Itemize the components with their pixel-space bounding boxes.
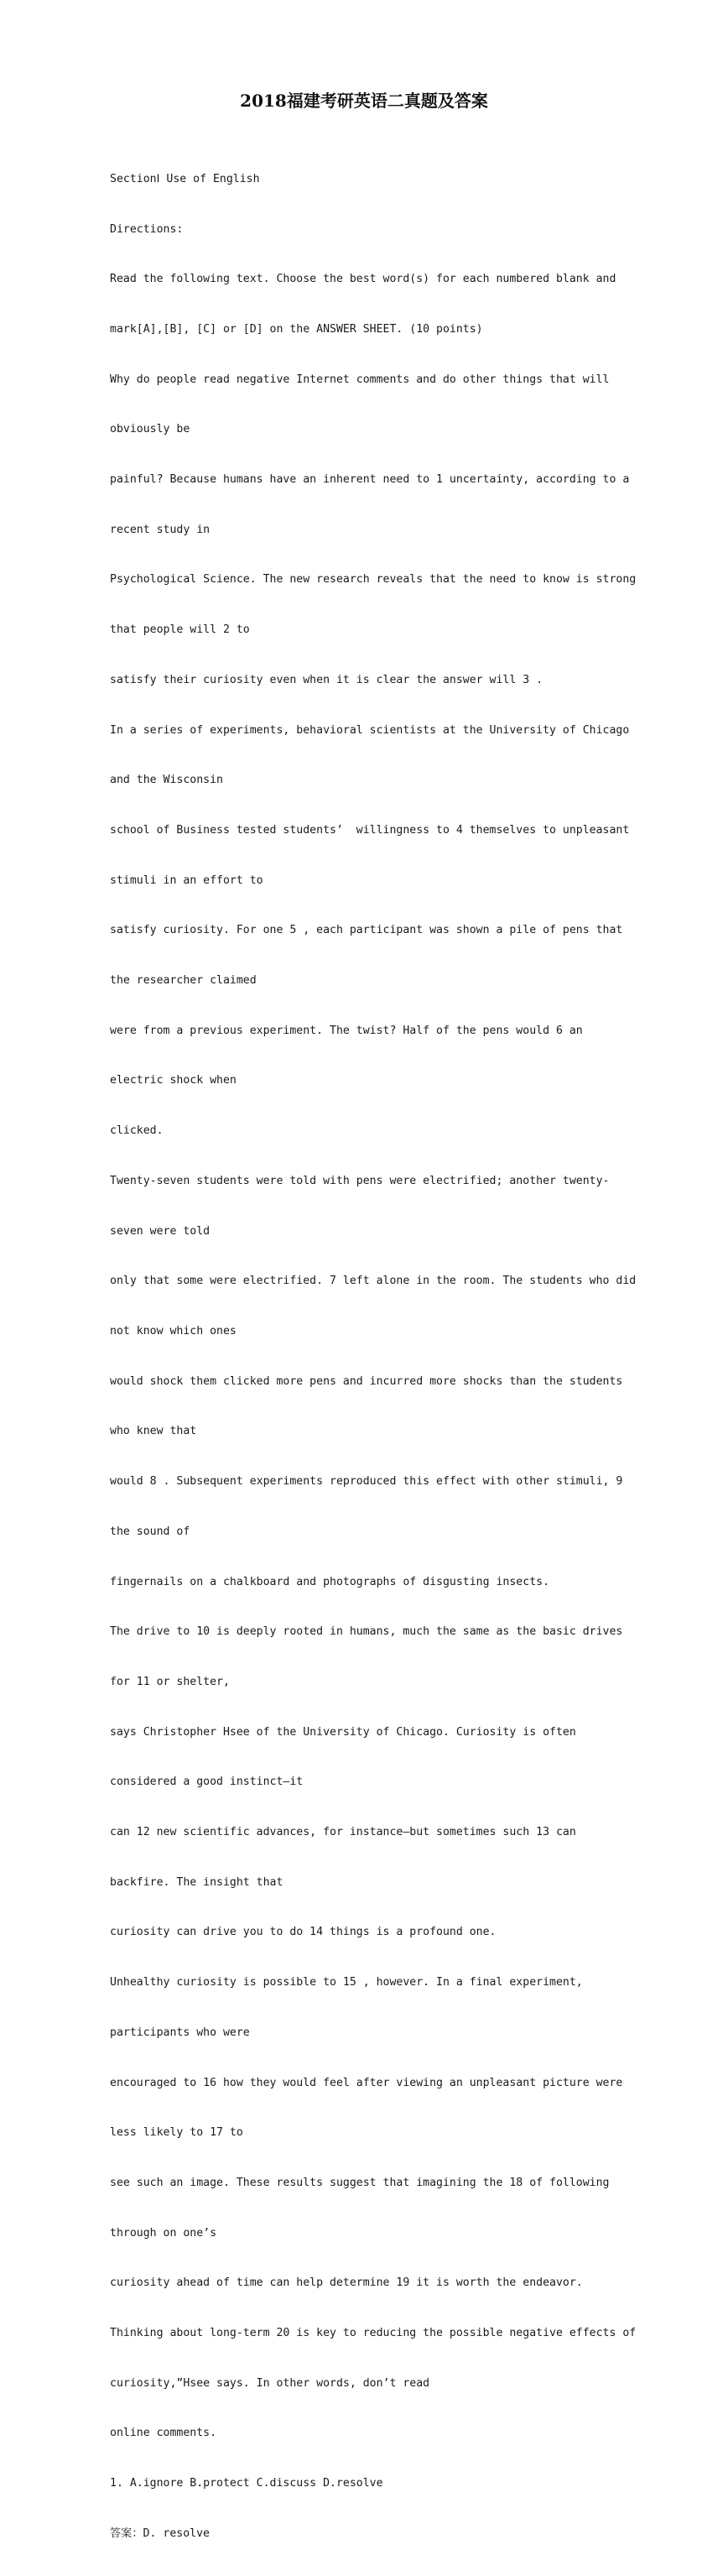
text-line: can 12 new scientific advances, for instance—but sometimes such 13 can: [110, 1826, 576, 1839]
text-line: considered a good instinct—it: [110, 1776, 304, 1789]
text-line: Twenty-seven students were told with pens were electrified; another twenty-: [110, 1174, 610, 1187]
question-1-answer: 答案：D. resolve: [110, 2526, 210, 2540]
text-line: curiosity ahead of time can help determine 19 it is worth the endeavor.: [110, 2276, 583, 2290]
text-line: obviously be: [110, 423, 190, 436]
text-line: see such an image. These results suggest that imagining the 18 of following: [110, 2176, 610, 2189]
text-line: online comments.: [110, 2427, 217, 2440]
text-line: stimuli in an effort to: [110, 873, 263, 887]
text-line: would shock them clicked more pens and incurred more shocks than the students: [110, 1374, 623, 1388]
text-line: SectionⅠ Use of English: [110, 172, 260, 185]
text-line: recent study in: [110, 523, 211, 536]
text-line: The drive to 10 is deeply rooted in humans, much the same as the basic drives: [110, 1625, 623, 1639]
text-line: Why do people read negative Internet comments and do other things that will: [110, 373, 610, 386]
text-line: seven were told: [110, 1224, 211, 1238]
document-body: [110, 138, 637, 2576]
text-line: not know which ones: [110, 1324, 237, 1338]
text-line: Read the following text. Choose the best word(s) for each numbered blank and: [110, 273, 616, 286]
text-line: participants who were: [110, 2026, 250, 2039]
text-line: clicked.: [110, 1124, 164, 1138]
text-line: were from a previous experiment. The twist? Half of the pens would 6 an: [110, 1024, 583, 1037]
text-line: backfire. The insight that: [110, 1875, 283, 1889]
text-line: painful? Because humans have an inherent need to 1 uncertainty, according to a: [110, 473, 630, 487]
text-line: only that some were electrified. 7 left alone in the room. The students who did: [110, 1275, 637, 1288]
text-line: that people will 2 to: [110, 623, 250, 637]
text-line: mark[A],[B], [C] or [D] on the ANSWER SHEET. (10 points): [110, 322, 483, 336]
text-line: the researcher claimed: [110, 974, 257, 988]
document-title: 2018福建考研英语二真题及答案: [240, 91, 488, 111]
text-line: through on one’s: [110, 2226, 217, 2240]
text-line: encouraged to 16 how they would feel after viewing an unpleasant picture were: [110, 2076, 623, 2089]
text-line: In a series of experiments, behavioral scientists at the University of Chicago: [110, 723, 630, 737]
text-line: would 8 . Subsequent experiments reproduced this effect with other stimuli, 9: [110, 1475, 623, 1489]
text-line: Thinking about long-term 20 is key to reducing the possible negative effects of: [110, 2327, 637, 2340]
text-line: less likely to 17 to: [110, 2126, 243, 2140]
text-line: and the Wisconsin: [110, 774, 223, 787]
text-line: Directions:: [110, 222, 184, 236]
text-line: electric shock when: [110, 1074, 237, 1087]
text-line: fingernails on a chalkboard and photographs of disgusting insects.: [110, 1575, 550, 1588]
text-line: school of Business tested students’ willingness to 4 themselves to unpleasant: [110, 823, 630, 837]
text-line: Unhealthy curiosity is possible to 15 , however. In a final experiment,: [110, 1976, 583, 1989]
question-1-options: 1. A.ignore B.protect C.discuss D.resolve: [110, 2477, 383, 2490]
text-line: the sound of: [110, 1525, 190, 1538]
text-line: curiosity,”Hsee says. In other words, don’t read: [110, 2376, 430, 2390]
text-line: for 11 or shelter,: [110, 1675, 230, 1688]
text-line: Psychological Science. The new research reveals that the need to know is strong: [110, 573, 637, 587]
text-line: says Christopher Hsee of the University of Chicago. Curiosity is often: [110, 1725, 576, 1739]
text-line: who knew that: [110, 1425, 197, 1438]
text-line: satisfy curiosity. For one 5 , each participant was shown a pile of pens that: [110, 924, 623, 937]
text-line: curiosity can drive you to do 14 things is a profound one.: [110, 1926, 497, 1939]
text-line: satisfy their curiosity even when it is clear the answer will 3 .: [110, 673, 543, 686]
